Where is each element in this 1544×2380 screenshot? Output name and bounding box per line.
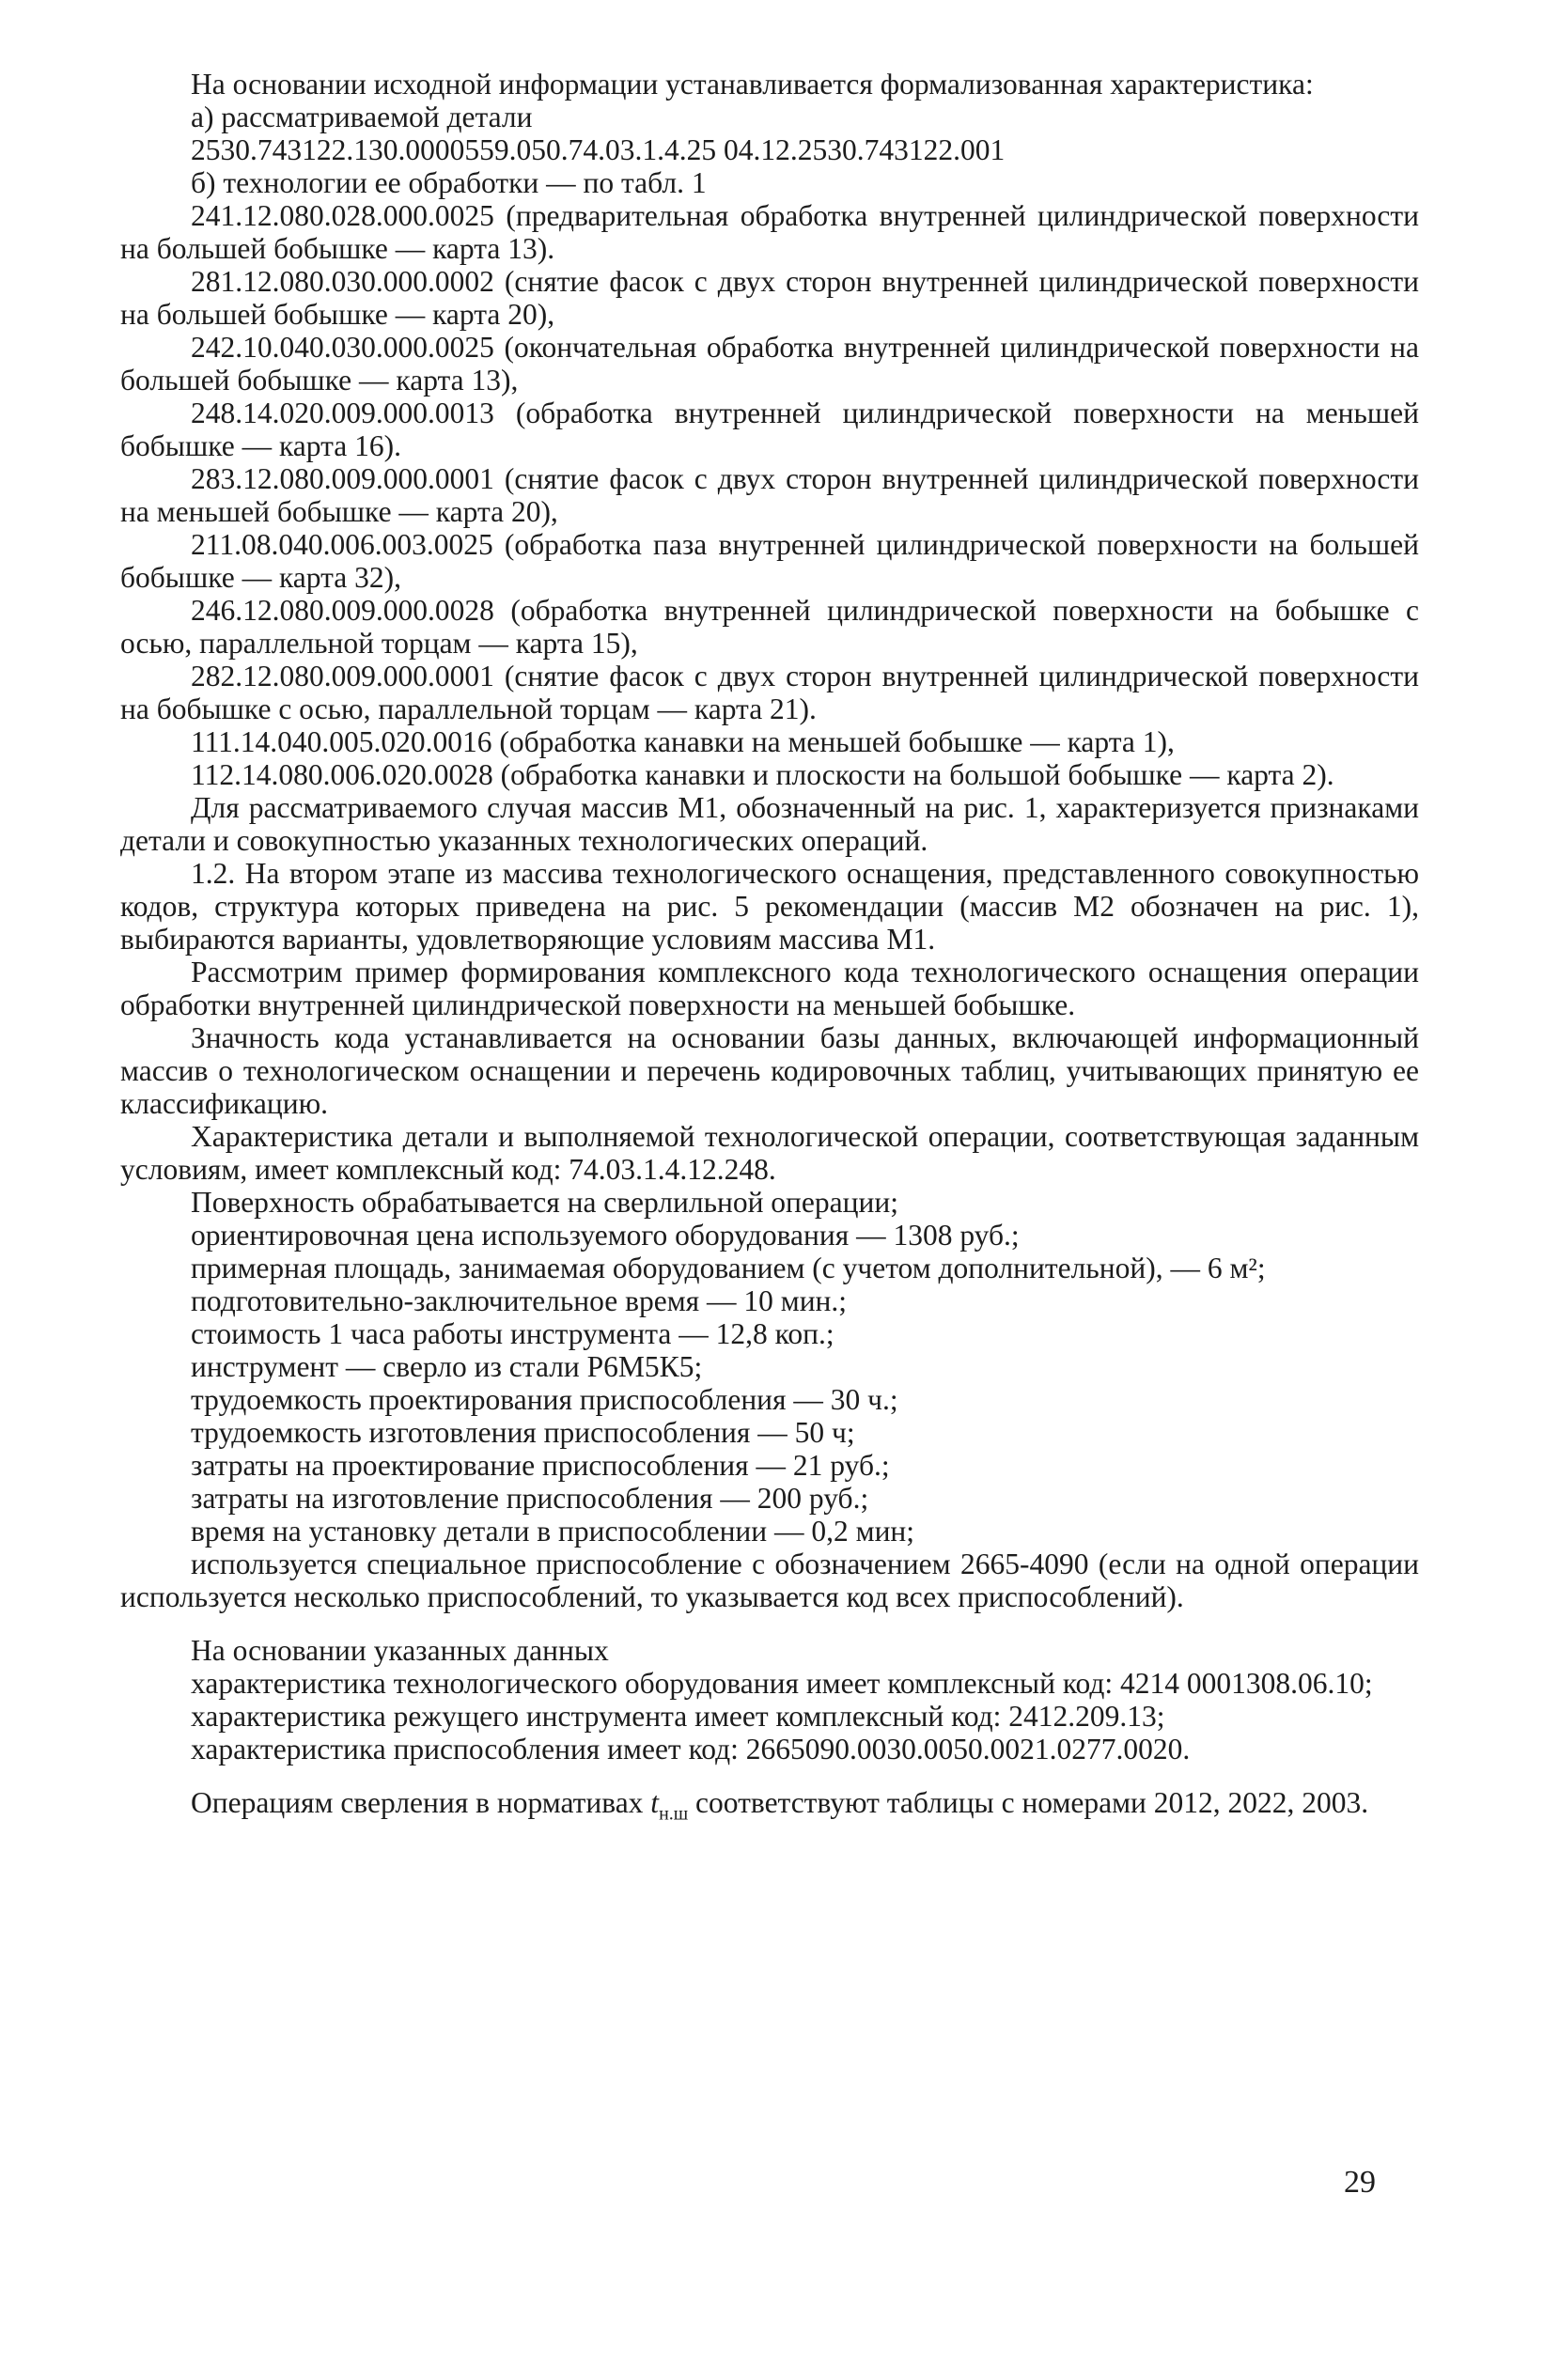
list-item: примерная площадь, занимаемая оборудованием (с учетом дополнительной), — 6 м²; xyxy=(191,1252,1266,1284)
tool-code: характеристика режущего инструмента имеет комплексный код: 2412.209.13; xyxy=(191,1700,1165,1733)
list-item: Поверхность обрабатывается на сверлильной операции; xyxy=(191,1186,898,1219)
page-number: 29 xyxy=(1344,2165,1376,2200)
list-item: используется специальное приспособление с обозначением 2665-4090 (если на одной операции используется несколько приспособлений, то указывается код всех приспособлений). xyxy=(120,1548,1419,1613)
equipment-code: характеристика технологического оборудования имеет комплексный код: 4214 0001308.06.10; xyxy=(191,1667,1373,1700)
list-item: б) технологии ее обработки — по табл. 1 xyxy=(191,166,707,199)
paragraph: Характеристика детали и выполняемой технологической операции, соответствующая заданным условиям, имеет комплексный код: 74.03.1.4.12.248. xyxy=(120,1120,1419,1186)
operation-code: 282.12.080.009.000.0001 (снятие фасок с двух сторон внутренней цилиндрической поверхности на бобышке с осью, параллельной торцам — карта 21). xyxy=(120,660,1419,725)
operation-code: 246.12.080.009.000.0028 (обработка внутренней цилиндрической поверхности на бобышке с осью, параллельной торцам — карта 15), xyxy=(120,594,1419,660)
list-item: трудоемкость проектирования приспособления — 30 ч.; xyxy=(191,1383,898,1416)
paragraph: Рассмотрим пример формирования комплексного кода технологического оснащения операции обработки внутренней цилиндрической поверхности на меньшей бобышке. xyxy=(120,956,1419,1021)
operation-code: 242.10.040.030.000.0025 (окончательная обработка внутренней цилиндрической поверхности на большей бобышке — карта 13), xyxy=(120,331,1419,397)
section-paragraph: 1.2. На втором этапе из массива технологического оснащения, представленного совокупностью кодов, структура которых приведена на рис. 5 рекомендации (массив М2 обозначен на рис. 1), выбираются варианты, удовлетворяющие условиям массива М1. xyxy=(120,857,1419,956)
body-text xyxy=(120,68,1419,1830)
norm-symbol: t xyxy=(650,1786,660,1819)
list-item: подготовительно-заключительное время — 10 мин.; xyxy=(191,1284,848,1317)
operation-code: 248.14.020.009.000.0013 (обработка внутренней цилиндрической поверхности на меньшей бобышке — карта 16). xyxy=(120,397,1419,462)
final-paragraph xyxy=(120,1786,1419,1830)
list-item: время на установку детали в приспособлении — 0,2 мин; xyxy=(191,1515,915,1548)
list-item: а) рассматриваемой детали xyxy=(191,101,533,133)
operation-code: 112.14.080.006.020.0028 (обработка канавки и плоскости на большой бобышке — карта 2). xyxy=(191,758,1334,791)
operation-code: 111.14.040.005.020.0016 (обработка канавки на меньшей бобышке — карта 1), xyxy=(191,725,1175,758)
part-code: 2530.743122.130.0000559.050.74.03.1.4.25 04.12.2530.743122.001 xyxy=(191,133,1006,166)
operation-code: 281.12.080.030.000.0002 (снятие фасок с двух сторон внутренней цилиндрической поверхности на большей бобышке — карта 20), xyxy=(120,265,1419,331)
list-item: затраты на изготовление приспособления — 200 руб.; xyxy=(191,1482,869,1515)
operation-code: 283.12.080.009.000.0001 (снятие фасок с двух сторон внутренней цилиндрической поверхности на меньшей бобышке — карта 20), xyxy=(120,462,1419,528)
list-item: ориентировочная цена используемого оборудования — 1308 руб.; xyxy=(191,1219,1020,1252)
final-text-before: Операциям сверления в нормативах xyxy=(191,1786,651,1819)
operation-code: 211.08.040.006.003.0025 (обработка паза внутренней цилиндрической поверхности на большей бобышке — карта 32), xyxy=(120,528,1419,594)
list-item: затраты на проектирование приспособления — 21 руб.; xyxy=(191,1449,890,1482)
fixture-code: характеристика приспособления имеет код: 2665090.0030.0050.0021.0277.0020. xyxy=(191,1733,1191,1766)
list-item: инструмент — сверло из стали Р6М5К5; xyxy=(191,1350,703,1383)
paragraph: На основании исходной информации устанавливается формализованная характеристика: xyxy=(191,68,1314,101)
paragraph: На основании указанных данных xyxy=(191,1634,609,1667)
operation-code: 241.12.080.028.000.0025 (предварительная обработка внутренней цилиндрической поверхности на большей бобышке — карта 13). xyxy=(120,199,1419,265)
paragraph: Для рассматриваемого случая массив М1, обозначенный на рис. 1, характеризуется признаками детали и совокупностью указанных технологических операций. xyxy=(120,791,1419,857)
list-item: трудоемкость изготовления приспособления — 50 ч; xyxy=(191,1416,855,1449)
norm-subscript: н.ш xyxy=(659,1803,689,1825)
paragraph: Значность кода устанавливается на основании базы данных, включающей информационный массив о технологическом оснащении и перечень кодировочных таблиц, учитывающих принятую ее классификацию. xyxy=(120,1021,1419,1120)
list-item: стоимость 1 часа работы инструмента — 12,8 коп.; xyxy=(191,1317,834,1350)
final-text-after: соответствуют таблицы с номерами 2012, 2022, 2003. xyxy=(688,1786,1369,1819)
